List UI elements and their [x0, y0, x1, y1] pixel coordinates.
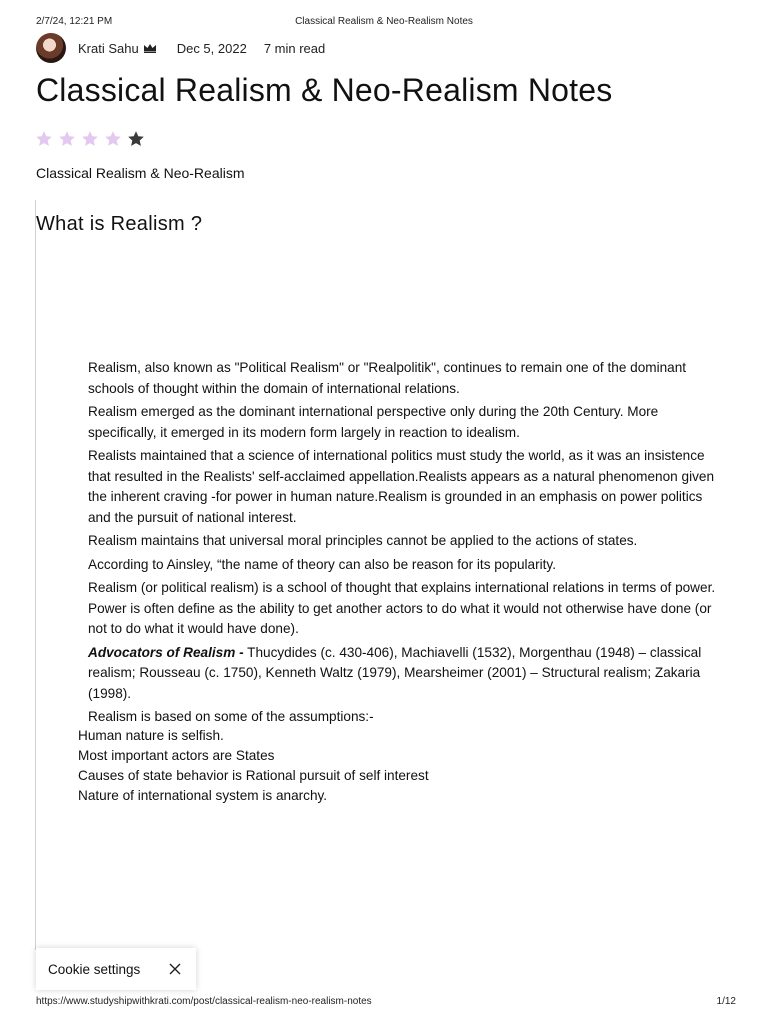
print-footer: [0, 996, 768, 1010]
star-empty-icon[interactable]: [35, 130, 53, 148]
list-item: Human nature is selfish.: [78, 728, 224, 743]
article-body: [88, 358, 728, 731]
list-item: Most important actors are States: [78, 748, 275, 763]
print-page-number: 1/12: [716, 996, 736, 1007]
star-empty-icon[interactable]: [81, 130, 99, 148]
advocators-label: Advocators of Realism -: [88, 644, 244, 660]
paragraph: Realists maintained that a science of international politics must study the world, as it was an insistence that resulted in the Realists' self-acclaimed appellation.Realists appears as a natural phenomenon given the inherent craving -for power in human nature.Realism is grounded in an emphasis on power politics and the pursuit of national interest.: [88, 448, 715, 525]
rating-stars[interactable]: [35, 130, 145, 148]
list-item: Nature of international system is anarchy.: [78, 788, 328, 803]
paragraph: Realism (or political realism) is a school of thought that explains international relations in terms of power. Power is often define as the ability to get another actors to do what it would not otherwise have done (or not to do what it would have done).: [88, 580, 716, 636]
assumption-list: [78, 726, 429, 806]
print-url: https://www.studyshipwithkrati.com/post/classical-realism-neo-realism-notes: [36, 996, 372, 1007]
crown-icon: [143, 43, 157, 53]
left-divider: [35, 200, 36, 950]
author-avatar[interactable]: [36, 33, 66, 63]
section-heading: What is Realism ?: [36, 213, 203, 235]
post-title: Classical Realism & Neo-Realism Notes: [36, 72, 613, 108]
print-header: [0, 16, 768, 30]
paragraph: Realism, also known as "Political Realism" or "Realpolitik", continues to remain one of the dominant schools of thought within the domain of international relations.: [88, 360, 687, 396]
assumptions-intro: Realism is based on some of the assumptions:-: [88, 709, 374, 724]
paragraph: Realism emerged as the dominant international perspective only during the 20th Century. More specifically, it emerged in its modern form largely in reaction to idealism.: [88, 404, 659, 440]
author-name[interactable]: Krati Sahu: [78, 40, 139, 56]
post-date: Dec 5, 2022: [176, 40, 247, 56]
star-empty-icon[interactable]: [104, 130, 122, 148]
cookie-settings-button[interactable]: Cookie settings: [48, 961, 141, 977]
star-filled-icon[interactable]: [127, 130, 145, 148]
print-page-title: Classical Realism & Neo-Realism Notes: [295, 16, 473, 27]
star-empty-icon[interactable]: [58, 130, 76, 148]
read-time: 7 min read: [263, 40, 326, 56]
list-item: Causes of state behavior is Rational pursuit of self interest: [78, 768, 429, 783]
close-icon[interactable]: [168, 962, 182, 976]
author-row: [36, 33, 325, 63]
paragraph: According to Ainsley, “the name of theory can also be reason for its popularity.: [88, 556, 556, 572]
paragraph: Realism maintains that universal moral principles cannot be applied to the actions of states.: [88, 533, 638, 548]
advocators-text: Thucydides (c. 430-406), Machiavelli (1532), Morgenthau (1948) – classical realism; Rousseau (c. 1750), Kenneth Waltz (1979), Mearsheimer (2001) – Structural realism; Zakaria (1998).: [88, 644, 702, 701]
cookie-settings-bar: [36, 948, 196, 990]
post-subtitle: Classical Realism & Neo-Realism: [36, 165, 245, 181]
print-datetime: 2/7/24, 12:21 PM: [36, 16, 113, 27]
advocators-paragraph: [88, 643, 728, 705]
